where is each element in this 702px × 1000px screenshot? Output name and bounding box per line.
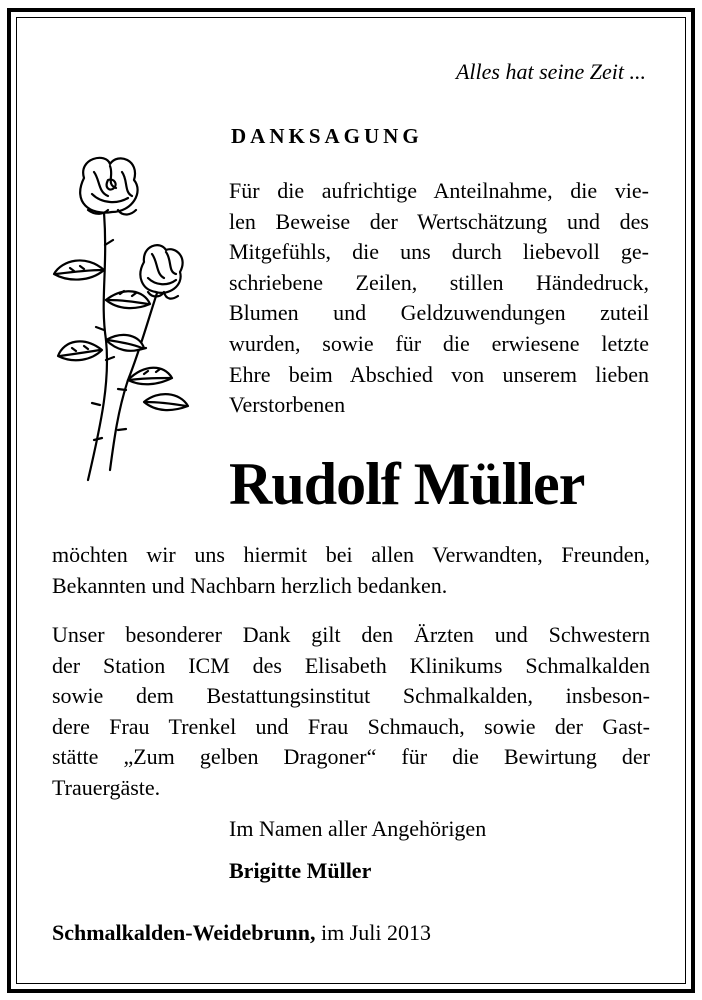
date-text: im Juli 2013 <box>320 920 431 945</box>
intro-line: Für die aufrichtige Anteilnahme, die vie- <box>229 178 649 203</box>
thanks-line: Bekannten und Nachbarn herzlich bedanken. <box>52 572 448 598</box>
closing-line: Im Namen aller Angehörigen <box>229 816 487 841</box>
special-thanks-line: dere Frau Trenkel und Frau Schmauch, sowie der Gast- <box>52 713 650 739</box>
thanks-paragraph <box>52 540 650 601</box>
intro-line: len Beweise der Wertschätzung und des <box>229 208 649 234</box>
special-thanks-line: sowie dem Bestattungsinstitut Schmalkalden, insbeson- <box>52 683 650 709</box>
special-thanks-line: Trauergäste. <box>52 774 161 800</box>
intro-line: Mitgefühls, die uns durch liebevoll ge- <box>229 239 649 265</box>
intro-line: Blumen und Geldzuwendungen zuteil <box>229 300 649 326</box>
intro-line: Verstorbenen <box>229 392 346 418</box>
intro-paragraph <box>229 176 649 421</box>
intro-line: Ehre beim Abschied von unserem lieben <box>229 361 649 387</box>
signer-name: Brigitte Müller <box>229 858 372 883</box>
intro-line: wurden, sowie für die erwiesene letzte <box>229 330 649 356</box>
place-name: Schmalkalden-Weidebrunn, <box>52 920 316 945</box>
place-date <box>52 918 431 948</box>
deceased-name: Rudolf Müller <box>229 451 585 517</box>
special-thanks-line: der Station ICM des Elisabeth Klinikums Schmalkalden <box>52 652 650 678</box>
rose-icon <box>48 150 208 490</box>
special-thanks-paragraph <box>52 620 650 804</box>
special-thanks-line: Unser besonderer Dank gilt den Ärzten und Schwestern <box>52 622 650 647</box>
motto: Alles hat seine Zeit ... <box>455 59 646 84</box>
special-thanks-line: stätte „Zum gelben Dragoner“ für die Bewirtung der <box>52 744 650 770</box>
heading: DANKSAGUNG <box>231 124 423 148</box>
thanks-line: möchten wir uns hiermit bei allen Verwandten, Freunden, <box>52 542 650 567</box>
intro-line: schriebene Zeilen, stillen Händedruck, <box>229 269 649 295</box>
